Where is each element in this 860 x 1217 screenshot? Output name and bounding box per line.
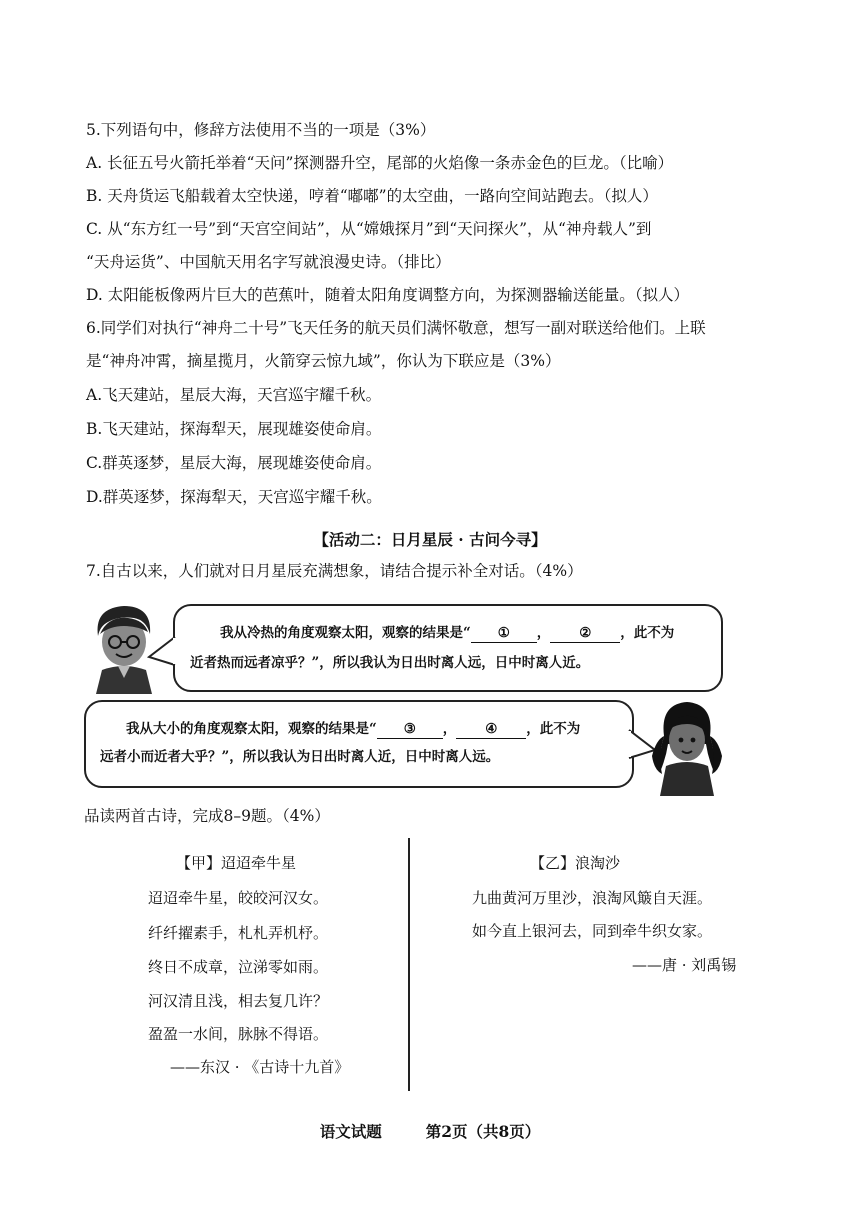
poems-intro: 品读两首古诗，完成8–9题。（4%）: [84, 807, 330, 825]
poem-jia-line: 迢迢牵牛星，皎皎河汉女。: [148, 889, 329, 907]
q6-option-d: D.群英逐梦，探海犁天，天宫巡宇耀千秋。: [86, 488, 382, 506]
poem-jia-title: 【甲】迢迢牵牛星: [176, 854, 297, 872]
q5-option-b: B. 天舟货运飞船载着太空快递，哼着“嘟嘟”的太空曲，一路向空间站跑去。（拟人）: [86, 187, 658, 205]
blank-1[interactable]: ①: [471, 624, 537, 643]
q6-option-b: B.飞天建站，探海犁天，展现雄姿使命肩。: [86, 420, 382, 438]
page-footer: [0, 1120, 860, 1142]
bubble1-line1: 我从冷热的角度观察太阳，观察的结果是“ ① ， ② ，此不为: [220, 625, 675, 641]
q6-option-a: A.飞天建站，星辰大海，天宫巡宇耀千秋。: [86, 386, 382, 404]
q6-option-c: C.群英逐梦，星辰大海，展现雄姿使命肩。: [86, 454, 382, 472]
poem-jia-line: 终日不成章，泣涕零如雨。: [148, 958, 329, 976]
poem-jia-line: 河汉清且浅，相去复几许？: [148, 992, 329, 1010]
q5-option-d: D. 太阳能板像两片巨大的芭蕉叶，随着太阳角度调整方向，为探测器输送能量。（拟人）: [86, 286, 689, 304]
speech-bubble-sun-temperature: [173, 604, 723, 692]
q5-option-c-line1: C. 从“东方红一号”到“天宫空间站”，从“嫦娥探月”到“天问探火”，从“神舟载人”到: [86, 220, 652, 238]
activity-heading: 【活动二：日月星辰 · 古问今寻】: [313, 530, 547, 549]
girl-avatar: [642, 696, 732, 796]
q5-stem: 5.下列语句中，修辞方法使用不当的一项是（3%）: [86, 121, 436, 139]
q6-stem-line1: 6.同学们对执行“神舟二十号”飞天任务的航天员们满怀敬意，想写一副对联送给他们。上联: [86, 319, 706, 337]
poem-yi-title: 【乙】浪淘沙: [530, 854, 621, 872]
poem-divider: [408, 838, 410, 1091]
bubble1-line2: 近者热而远者凉乎？”，所以我认为日出时离人远，日中时离人近。: [190, 655, 590, 671]
q6-stem-line2: 是“神舟冲霄，摘星揽月，火箭穿云惊九域”，你认为下联应是（3%）: [86, 352, 561, 370]
speech-bubble-tail-left: [147, 635, 177, 669]
bubble2-line1: 我从大小的角度观察太阳，观察的结果是“ ③ ， ④ ，此不为: [126, 721, 581, 737]
footer-page-number: 第2页（共8页）: [425, 1122, 541, 1141]
blank-2[interactable]: ②: [550, 624, 620, 643]
blank-4[interactable]: ④: [456, 720, 526, 739]
q5-option-a: A. 长征五号火箭托举着“天问”探测器升空，尾部的火焰像一条赤金色的巨龙。（比喻）: [86, 154, 674, 172]
footer-subject: 语文试题: [319, 1122, 382, 1141]
poem-jia-line: 盈盈一水间，脉脉不得语。: [148, 1025, 329, 1043]
poem-jia-author: ——东汉 · 《古诗十九首》: [170, 1058, 350, 1076]
poem-jia-line: 纤纤擢素手，札札弄机杼。: [148, 924, 329, 942]
q7-stem: 7.自古以来，人们就对日月星辰充满想象，请结合提示补全对话。（4%）: [86, 562, 583, 580]
blank-3[interactable]: ③: [377, 720, 443, 739]
poem-yi-line: 九曲黄河万里沙，浪淘风簸自天涯。: [472, 889, 713, 907]
poem-yi-author: ——唐 · 刘禹锡: [632, 956, 737, 974]
speech-bubble-sun-size: [84, 700, 634, 788]
poem-yi-line: 如今直上银河去，同到牵牛织女家。: [472, 922, 713, 940]
q5-option-c-line2: “天舟运货”、中国航天用名字写就浪漫史诗。（排比）: [86, 253, 451, 271]
bubble2-line2: 远者小而近者大乎？”，所以我认为日出时离人近，日中时离人远。: [100, 749, 500, 765]
